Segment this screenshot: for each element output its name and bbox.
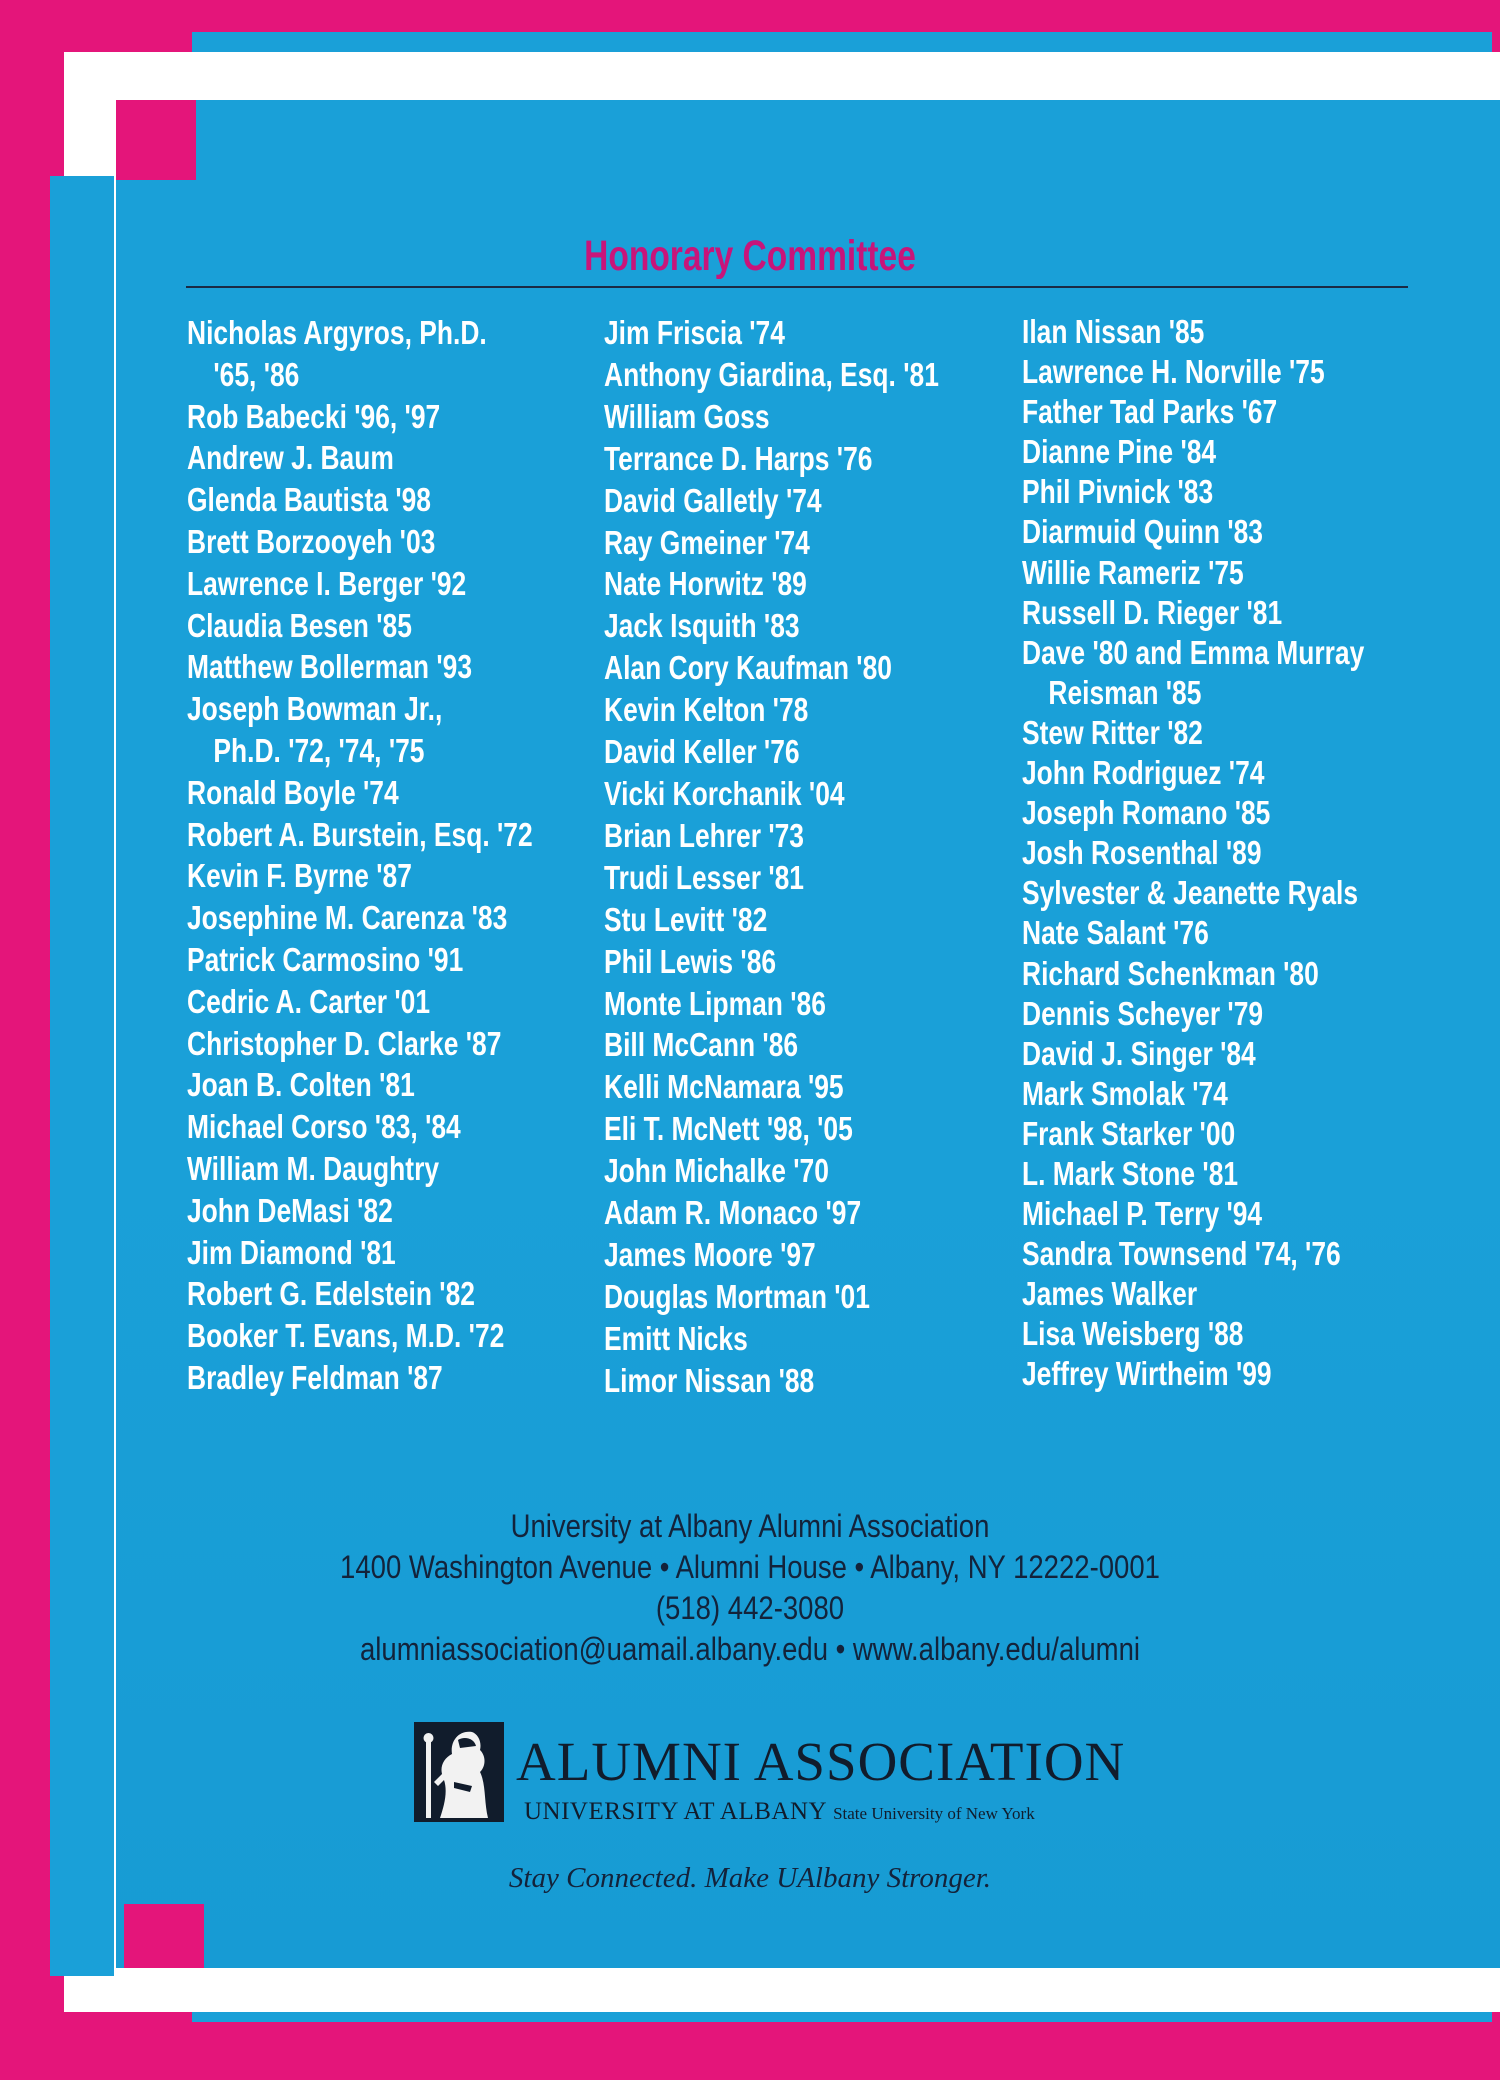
- committee-member-name: Emitt Nicks: [604, 1319, 748, 1357]
- committee-member-name: Lawrence I. Berger '92: [187, 564, 467, 602]
- committee-member-name: Joseph Bowman Jr.,: [187, 690, 443, 728]
- committee-member-name: Willie Rameriz '75: [1022, 553, 1244, 591]
- committee-member-name: Claudia Besen '85: [187, 606, 412, 644]
- committee-member-name: Dennis Scheyer '79: [1022, 994, 1264, 1032]
- committee-member-name: Cedric A. Carter '01: [187, 982, 431, 1020]
- committee-member-name: Bill McCann '86: [604, 1026, 799, 1064]
- committee-member-name: Reisman '85: [1022, 673, 1202, 711]
- committee-member-name: Brian Lehrer '73: [604, 816, 804, 854]
- contact-block: [0, 1506, 1500, 1670]
- committee-member-name: David Galletly '74: [604, 481, 822, 519]
- committee-member-name: '65, '86: [187, 355, 300, 393]
- committee-member-name: Ph.D. '72, '74, '75: [187, 731, 425, 769]
- alumni-association-logo: [414, 1722, 1126, 1832]
- committee-member-name: Kelli McNamara '95: [604, 1068, 844, 1106]
- phone-number: (518) 442-3080: [655, 1590, 845, 1626]
- committee-member-name: Joan B. Colten '81: [187, 1066, 415, 1104]
- committee-member-name: Andrew J. Baum: [187, 439, 394, 477]
- committee-member-name: Stew Ritter '82: [1022, 713, 1203, 751]
- committee-member-name: Ronald Boyle '74: [187, 773, 399, 811]
- committee-member-name: Michael P. Terry '94: [1022, 1195, 1263, 1233]
- committee-member-name: Anthony Giardina, Esq. '81: [604, 355, 939, 393]
- committee-member-name: Stu Levitt '82: [604, 900, 768, 938]
- committee-member-name: Rob Babecki '96, '97: [187, 397, 441, 435]
- committee-member-name: Father Tad Parks '67: [1022, 393, 1278, 431]
- mailing-address: 1400 Washington Avenue • Alumni House • Albany, NY 12222-0001: [340, 1549, 1160, 1585]
- email-and-website: alumniassociation@uamail.albany.edu • www.albany.edu/alumni: [359, 1631, 1141, 1667]
- committee-member-name: Richard Schenkman '80: [1022, 954, 1319, 992]
- logo-university: UNIVERSITY AT ALBANY: [524, 1798, 828, 1825]
- committee-member-name: Terrance D. Harps '76: [604, 439, 873, 477]
- committee-member-name: James Moore '97: [604, 1235, 816, 1273]
- committee-member-name: Nate Horwitz '89: [604, 565, 807, 603]
- committee-member-name: David J. Singer '84: [1022, 1034, 1256, 1072]
- tagline: Stay Connected. Make UAlbany Stronger.: [508, 1862, 992, 1894]
- committee-member-name: Jack Isquith '83: [604, 607, 800, 645]
- committee-member-name: Robert A. Burstein, Esq. '72: [187, 815, 533, 853]
- committee-member-name: Patrick Carmosino '91: [187, 940, 464, 978]
- committee-member-name: Christopher D. Clarke '87: [187, 1024, 502, 1062]
- committee-member-name: L. Mark Stone '81: [1022, 1154, 1239, 1192]
- committee-member-name: Brett Borzooyeh '03: [187, 522, 436, 560]
- logo-system: State University of New York: [833, 1804, 1035, 1823]
- left-blue-strip: [50, 176, 114, 1976]
- committee-member-name: David Keller '76: [604, 733, 800, 771]
- corner-accent-top: [116, 100, 196, 180]
- committee-member-name: Nicholas Argyros, Ph.D.: [187, 314, 487, 351]
- committee-member-name: William Goss: [604, 397, 770, 435]
- committee-member-name: John Rodriguez '74: [1022, 754, 1265, 792]
- committee-member-name: Joseph Romano '85: [1022, 794, 1271, 832]
- committee-member-name: Bradley Feldman '87: [187, 1358, 443, 1396]
- committee-member-name: Glenda Bautista '98: [187, 481, 431, 519]
- committee-member-name: Robert G. Edelstein '82: [187, 1275, 475, 1313]
- committee-member-name: Ilan Nissan '85: [1022, 313, 1205, 350]
- committee-member-name: Jim Friscia '74: [604, 314, 785, 351]
- committee-member-name: Michael Corso '83, '84: [187, 1108, 461, 1146]
- title-divider: [186, 286, 1408, 288]
- committee-member-name: Diarmuid Quinn '83: [1022, 513, 1263, 551]
- committee-member-name: Sylvester & Jeanette Ryals: [1022, 874, 1359, 912]
- committee-member-name: James Walker: [1022, 1275, 1198, 1313]
- names-column-3: [1022, 312, 1462, 1395]
- committee-member-name: Ray Gmeiner '74: [604, 523, 810, 561]
- committee-member-name: Douglas Mortman '01: [604, 1277, 870, 1315]
- committee-member-name: Booker T. Evans, M.D. '72: [187, 1317, 505, 1355]
- logo-subtitle: [524, 1798, 1035, 1826]
- committee-member-name: Adam R. Monaco '97: [604, 1194, 862, 1232]
- committee-member-name: Matthew Bollerman '93: [187, 648, 473, 686]
- committee-member-name: Phil Pivnick '83: [1022, 473, 1214, 511]
- committee-member-name: Jim Diamond '81: [187, 1233, 396, 1271]
- committee-member-name: Kevin Kelton '78: [604, 691, 809, 729]
- committee-member-name: Jeffrey Wirtheim '99: [1022, 1355, 1272, 1393]
- committee-member-name: Trudi Lesser '81: [604, 858, 804, 896]
- committee-member-name: Josephine M. Carenza '83: [187, 899, 508, 937]
- committee-member-name: Sandra Townsend '74, '76: [1022, 1235, 1341, 1273]
- committee-member-name: Josh Rosenthal '89: [1022, 834, 1262, 872]
- page-title: Honorary Committee: [584, 232, 916, 280]
- committee-member-name: Russell D. Rieger '81: [1022, 593, 1283, 631]
- committee-member-name: Dianne Pine '84: [1022, 433, 1217, 471]
- organization-name: University at Albany Alumni Association: [510, 1508, 990, 1544]
- committee-member-name: John Michalke '70: [604, 1152, 829, 1190]
- committee-member-name: Vicki Korchanik '04: [604, 774, 845, 812]
- committee-member-name: Kevin F. Byrne '87: [187, 857, 412, 895]
- committee-member-name: Mark Smolak '74: [1022, 1074, 1228, 1112]
- committee-member-name: John DeMasi '82: [187, 1191, 393, 1229]
- committee-member-name: Nate Salant '76: [1022, 914, 1209, 952]
- committee-member-name: William M. Daughtry: [187, 1149, 440, 1187]
- names-column-2: [604, 312, 1004, 1402]
- committee-member-name: Alan Cory Kaufman '80: [604, 649, 892, 687]
- corner-accent-bottom: [124, 1904, 204, 1968]
- committee-member-name: Lisa Weisberg '88: [1022, 1315, 1244, 1353]
- committee-member-name: Eli T. McNett '98, '05: [604, 1110, 853, 1148]
- committee-member-name: Phil Lewis '86: [604, 942, 777, 980]
- minerva-statue-icon: [414, 1722, 504, 1822]
- logo-wordmark: ALUMNI ASSOCIATION: [516, 1731, 1126, 1792]
- committee-member-name: Dave '80 and Emma Murray: [1022, 633, 1365, 671]
- committee-member-name: Lawrence H. Norville '75: [1022, 353, 1325, 391]
- committee-member-name: Monte Lipman '86: [604, 984, 826, 1022]
- names-column-1: [187, 312, 587, 1399]
- committee-member-name: Frank Starker '00: [1022, 1114, 1236, 1152]
- committee-member-name: Limor Nissan '88: [604, 1361, 815, 1399]
